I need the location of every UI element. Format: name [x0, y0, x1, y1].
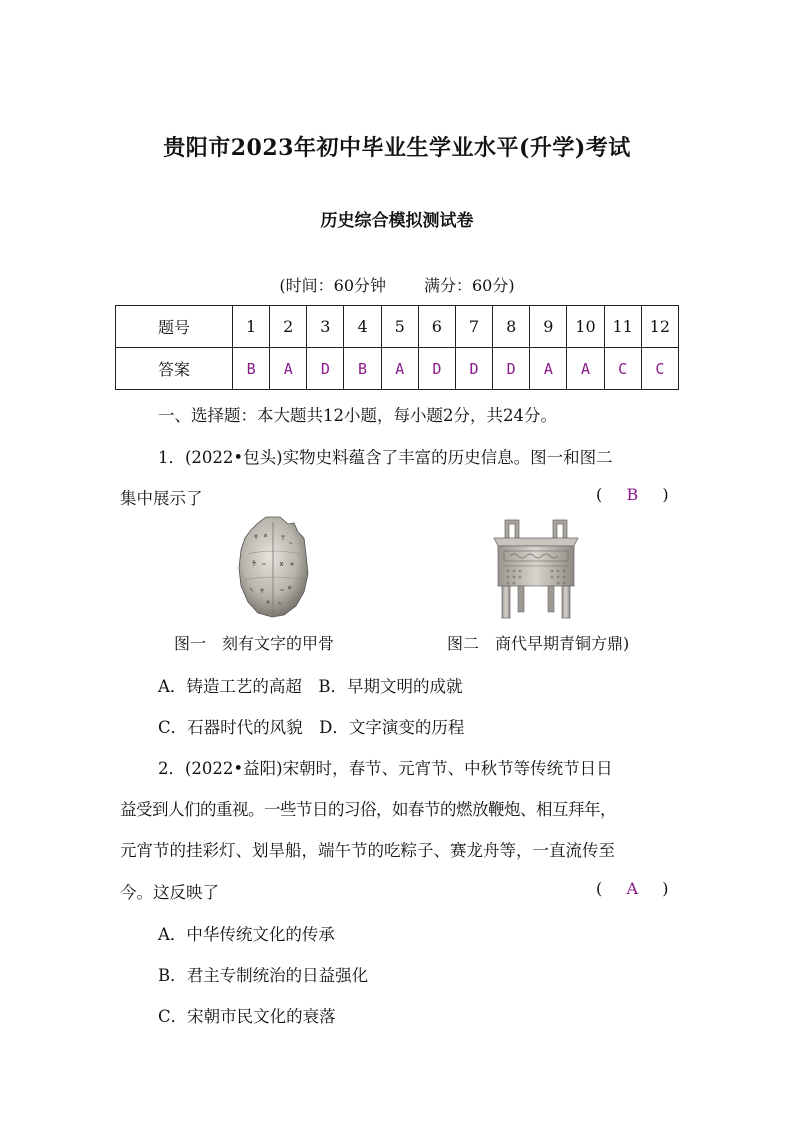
- exam-title: 贵阳市2023年初中毕业生学业水平(升学)考试: [163, 135, 631, 161]
- q1-answer-bracket: [596, 485, 669, 504]
- answer-table: [115, 305, 679, 390]
- table-header-question: 题号: [116, 306, 233, 348]
- q1-options-ab: A．铸造工艺的高超 B．早期文明的成就: [158, 677, 463, 696]
- section-heading: 一、选择题：本大题共12小题，每小题2分，共24分。: [158, 406, 557, 425]
- table-number-cell: 1: [233, 306, 270, 348]
- table-answer-cell: D: [493, 348, 530, 390]
- table-number-cell: 9: [530, 306, 567, 348]
- q2-stem-line3: 元宵节的挂彩灯、划旱船，端午节的吃粽子、赛龙舟等，一直流传至: [120, 841, 615, 860]
- figure1-caption: 图一 刻有文字的甲骨: [174, 634, 335, 653]
- figure2-caption: 图二 商代早期青铜方鼎): [447, 634, 630, 653]
- table-number-cell: 5: [381, 306, 418, 348]
- table-answer-cell: B: [344, 348, 381, 390]
- q1-stem-line2: 集中展示了: [120, 489, 203, 508]
- q1-stem-line1: 1．(2022•包头)实物史料蕴含了丰富的历史信息。图一和图二: [158, 448, 613, 467]
- table-number-cell: 4: [344, 306, 381, 348]
- table-answer-cell: A: [567, 348, 604, 390]
- q2-answer: A: [626, 879, 638, 898]
- table-number-cell: 8: [493, 306, 530, 348]
- table-header-answer: 答案: [116, 348, 233, 390]
- table-number-cell: 2: [270, 306, 307, 348]
- q2-option-b: B．君主专制统治的日益强化: [158, 966, 369, 985]
- table-number-cell: 7: [455, 306, 492, 348]
- answer-table-number-row: [116, 306, 679, 348]
- answer-table-answer-row: [116, 348, 679, 390]
- table-answer-cell: D: [307, 348, 344, 390]
- table-number-cell: 3: [307, 306, 344, 348]
- bracket-close: ): [662, 485, 669, 504]
- table-answer-cell: A: [381, 348, 418, 390]
- q2-stem-line2: 益受到人们的重视。一些节日的习俗，如春节的燃放鞭炮、相互拜年，: [120, 800, 616, 819]
- q2-option-a: A．中华传统文化的传承: [158, 925, 335, 944]
- q2-stem-line1: 2．(2022•益阳)宋朝时，春节、元宵节、中秋节等传统节日日: [158, 759, 613, 778]
- exam-subtitle: 历史综合模拟测试卷: [320, 211, 474, 231]
- q2-option-c: C．宋朝市民文化的衰落: [158, 1007, 336, 1026]
- table-number-cell: 11: [604, 306, 641, 348]
- exam-score: 满分：60分): [424, 276, 515, 295]
- table-answer-cell: C: [641, 348, 678, 390]
- table-answer-cell: A: [270, 348, 307, 390]
- table-number-cell: 10: [567, 306, 604, 348]
- table-answer-cell: C: [604, 348, 641, 390]
- bracket-open: (: [596, 879, 603, 898]
- bracket-close: ): [662, 879, 669, 898]
- table-answer-cell: D: [418, 348, 455, 390]
- q1-options-cd: C．石器时代的风貌 D．文字演变的历程: [158, 718, 465, 737]
- exam-info: [0, 273, 794, 296]
- table-answer-cell: A: [530, 348, 567, 390]
- exam-time: (时间：60分钟: [279, 276, 386, 295]
- q1-answer: B: [626, 485, 639, 504]
- bracket-open: (: [596, 485, 603, 504]
- bronze-ding-image: [488, 516, 584, 620]
- table-number-cell: 12: [641, 306, 678, 348]
- table-answer-cell: B: [233, 348, 270, 390]
- q2-answer-bracket: [596, 879, 668, 898]
- table-number-cell: 6: [418, 306, 455, 348]
- table-answer-cell: D: [455, 348, 492, 390]
- q2-stem-line4: 今。这反映了: [120, 883, 219, 902]
- oracle-bone-image: [236, 514, 310, 618]
